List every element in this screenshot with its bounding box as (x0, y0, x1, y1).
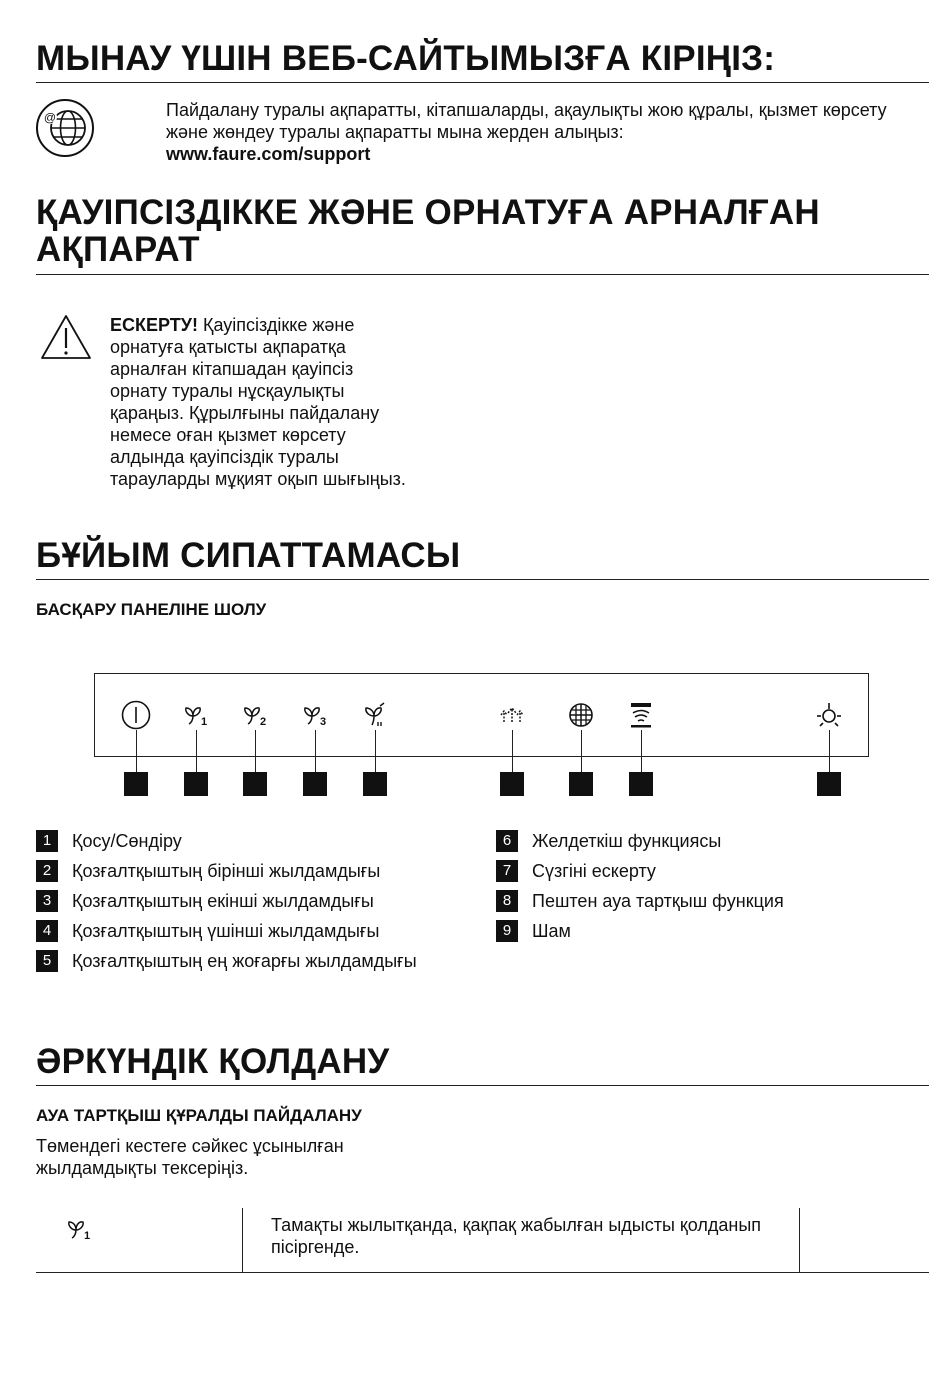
callout-marker-4 (303, 772, 327, 796)
legend-number: 7 (496, 860, 518, 882)
divider (36, 579, 929, 580)
safety-heading (36, 194, 820, 268)
legend-item (496, 890, 784, 912)
leader-line (512, 730, 513, 772)
lamp-icon (814, 700, 844, 730)
legend-item (36, 890, 374, 912)
legend-number: 1 (36, 830, 58, 852)
svg-text:3: 3 (319, 716, 327, 728)
legend-number: 6 (496, 830, 518, 852)
legend-label: Қозғалтқыштың ең жоғарғы жылдамдығы (72, 951, 417, 971)
product-heading: БҰЙЫМ СИПАТТАМАСЫ (36, 536, 461, 575)
callout-marker-7 (569, 772, 593, 796)
leader-line (315, 730, 316, 772)
legend-number: 9 (496, 920, 518, 942)
fan-speed-1-icon (181, 700, 211, 730)
legend-label: Қозғалтқыштың үшінші жылдамдығы (72, 921, 380, 941)
legend-number: 2 (36, 860, 58, 882)
svg-text:2: 2 (259, 716, 267, 728)
legend-number: 3 (36, 890, 58, 912)
website-info (166, 99, 906, 165)
leader-line (641, 730, 642, 772)
leader-line (196, 730, 197, 772)
legend-number: 8 (496, 890, 518, 912)
callout-marker-5 (363, 772, 387, 796)
svg-text:1: 1 (83, 1230, 91, 1242)
legend-item (496, 830, 721, 852)
fan-speed-max-icon (360, 700, 390, 730)
warning-label: ЕСКЕРТУ! (110, 315, 198, 335)
legend-label: Шам (532, 921, 571, 941)
legend-item (36, 920, 379, 942)
divider (36, 274, 929, 275)
svg-text:1: 1 (200, 716, 208, 728)
callout-marker-9 (817, 772, 841, 796)
fan-speed-3-icon (300, 700, 330, 730)
fan-function-icon (497, 700, 527, 730)
divider (36, 1085, 929, 1086)
website-heading: МЫНАУ ҮШІН ВЕБ-САЙТЫМЫЗҒА КІРІҢІЗ: (36, 39, 776, 78)
filter-alert-icon (566, 700, 596, 730)
legend-label: Қосу/Сөндіру (72, 831, 182, 851)
hood-use-subheading: АУА ТАРТҚЫШ ҚҰРАЛДЫ ПАЙДАЛАНУ (36, 1106, 362, 1125)
legend-label: Пештен ауа тартқыш функция (532, 891, 784, 911)
hob-to-hood-icon (626, 700, 656, 730)
svg-text:@: @ (43, 110, 57, 125)
leader-line (375, 730, 376, 772)
fan-speed-1-icon (64, 1214, 94, 1244)
speed-table (36, 1208, 929, 1273)
globe-at-icon (35, 98, 95, 158)
leader-line (829, 730, 830, 772)
speed-intro-text: Төмендегі кестеге сәйкес ұсынылған жылдамдықты тексеріңіз. (36, 1136, 344, 1178)
warning-triangle-icon (40, 314, 92, 360)
callout-marker-8 (629, 772, 653, 796)
website-info-text: Пайдалану туралы ақпаратты, кітапшаларды, ақаулықты жою құралы, қызмет көрсету және жөндеу туралы ақпаратты мына жерден алыңыз: (166, 100, 887, 142)
callout-marker-3 (243, 772, 267, 796)
daily-use-heading: ӘРКҮНДІК ҚОЛДАНУ (36, 1042, 390, 1081)
legend-label: Желдеткіш функциясы (532, 831, 722, 851)
control-panel-subheading: БАСҚАРУ ПАНЕЛІНЕ ШОЛУ (36, 600, 267, 619)
website-url-link[interactable]: www.faure.com/support (166, 144, 371, 164)
leader-line (136, 730, 137, 772)
leader-line (255, 730, 256, 772)
callout-marker-6 (500, 772, 524, 796)
legend-item (36, 950, 417, 972)
legend-item (36, 830, 182, 852)
table-row (36, 1208, 929, 1273)
safety-heading-line1: ҚАУІПСІЗДІККЕ ЖӘНЕ ОРНАТУҒА АРНАЛҒАН (36, 193, 820, 232)
legend-item (36, 860, 380, 882)
legend-item (496, 860, 656, 882)
table-empty-cell (800, 1208, 930, 1273)
legend-number: 4 (36, 920, 58, 942)
legend-label: Сүзгіні ескерту (532, 861, 656, 881)
divider (36, 82, 929, 83)
leader-line (581, 730, 582, 772)
legend-number: 5 (36, 950, 58, 972)
legend-item (496, 920, 571, 942)
legend-label: Қозғалтқыштың бірінші жылдамдығы (72, 861, 381, 881)
callout-marker-2 (184, 772, 208, 796)
callout-marker-1 (124, 772, 148, 796)
warning-text: Қауіпсіздікке және орнатуға қатысты ақпаратқа арналған кітапшадан қауіпсіз орнату туралы нұсқаулықты қараңыз. Құрылғыны пайдалану немесе оған қызмет көрсету алдында қауіпсіздік туралы тарауларды мұқият оқып шығыңыз. (110, 315, 406, 489)
safety-heading-line2: АҚПАРАТ (36, 230, 200, 269)
legend-label: Қозғалтқыштың екінші жылдамдығы (72, 891, 374, 911)
power-icon (121, 700, 151, 730)
table-text-cell: Тамақты жылытқанда, қақпақ жабылған ыдысты қолданып пісіргенде. (243, 1208, 800, 1273)
safety-warning (110, 314, 410, 490)
fan-speed-2-icon (240, 700, 270, 730)
table-icon-cell (36, 1208, 243, 1273)
